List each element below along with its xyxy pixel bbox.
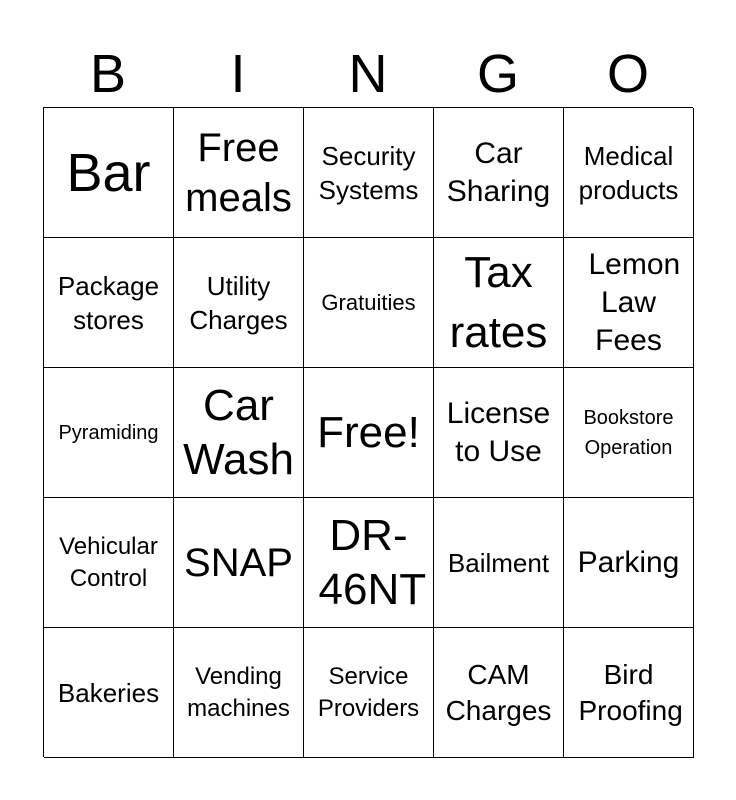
cell-label: Bakeries (57, 677, 160, 708)
cell-label: Vehicular Control (59, 532, 158, 592)
bingo-cell-r3-c3[interactable] (434, 498, 564, 628)
cell-label: Tax rates (449, 247, 548, 357)
bingo-cell-r3-c4[interactable] (564, 498, 694, 628)
cell-label: Free meals (185, 125, 292, 220)
bingo-cell-r2-c2[interactable] (304, 368, 434, 498)
bingo-cell-r1-c2[interactable] (304, 238, 434, 368)
cell-label: License to Use (446, 396, 551, 468)
cell-label: DR-46NT (318, 510, 427, 614)
cell-label: Pyramiding (58, 421, 159, 444)
cell-label: CAM Charges (445, 658, 552, 726)
bingo-cell-r0-c1[interactable] (174, 108, 304, 238)
cell-label: Security Systems (318, 140, 419, 205)
bingo-cell-r2-c3[interactable] (434, 368, 564, 498)
cell-label: Car Wash (183, 380, 294, 484)
bingo-cell-r2-c1[interactable] (174, 368, 304, 498)
cell-label: Gratuities (321, 289, 416, 315)
header-letter-b: B (89, 44, 127, 104)
cell-label: Service Providers (317, 662, 420, 722)
bingo-cell-r4-c0[interactable] (44, 628, 174, 758)
cell-label: Medical products (578, 140, 679, 205)
bingo-cell-r4-c3[interactable] (434, 628, 564, 758)
cell-label: Vending machines (187, 662, 290, 722)
bingo-cell-r4-c1[interactable] (174, 628, 304, 758)
cell-label: Package stores (57, 270, 160, 335)
bingo-cell-r1-c3[interactable] (434, 238, 564, 368)
cell-label: Free! (317, 407, 420, 457)
cell-label: Bookstore Operation (583, 406, 674, 459)
bingo-cell-r2-c0[interactable] (44, 368, 174, 498)
bingo-header (43, 40, 693, 108)
cell-label: Parking (577, 545, 680, 579)
cell-label: Lemon Law Fees (588, 247, 681, 357)
bingo-board (43, 107, 693, 757)
bingo-cell-r3-c1[interactable] (174, 498, 304, 628)
bingo-cell-r2-c4[interactable] (564, 368, 694, 498)
bingo-cell-r0-c4[interactable] (564, 108, 694, 238)
bingo-cell-r1-c0[interactable] (44, 238, 174, 368)
cell-label: Bird Proofing (578, 658, 683, 726)
bingo-cell-r4-c4[interactable] (564, 628, 694, 758)
header-letter-o: O (606, 44, 649, 104)
bingo-cell-r0-c3[interactable] (434, 108, 564, 238)
bingo-cell-r0-c2[interactable] (304, 108, 434, 238)
cell-label: Car Sharing (446, 136, 551, 208)
header-letter-n: N (348, 44, 388, 104)
bingo-cell-r1-c4[interactable] (564, 238, 694, 368)
bingo-cell-r0-c0[interactable] (44, 108, 174, 238)
header-letter-i: I (230, 44, 246, 104)
cell-label: Bailment (447, 547, 550, 578)
cell-label: Utility Charges (189, 270, 288, 335)
cell-label: SNAP (184, 540, 293, 585)
header-letter-g: G (476, 44, 519, 104)
bingo-cell-r4-c2[interactable] (304, 628, 434, 758)
cell-label: Bar (66, 142, 151, 203)
bingo-cell-r3-c0[interactable] (44, 498, 174, 628)
bingo-cell-r3-c2[interactable] (304, 498, 434, 628)
bingo-cell-r1-c1[interactable] (174, 238, 304, 368)
